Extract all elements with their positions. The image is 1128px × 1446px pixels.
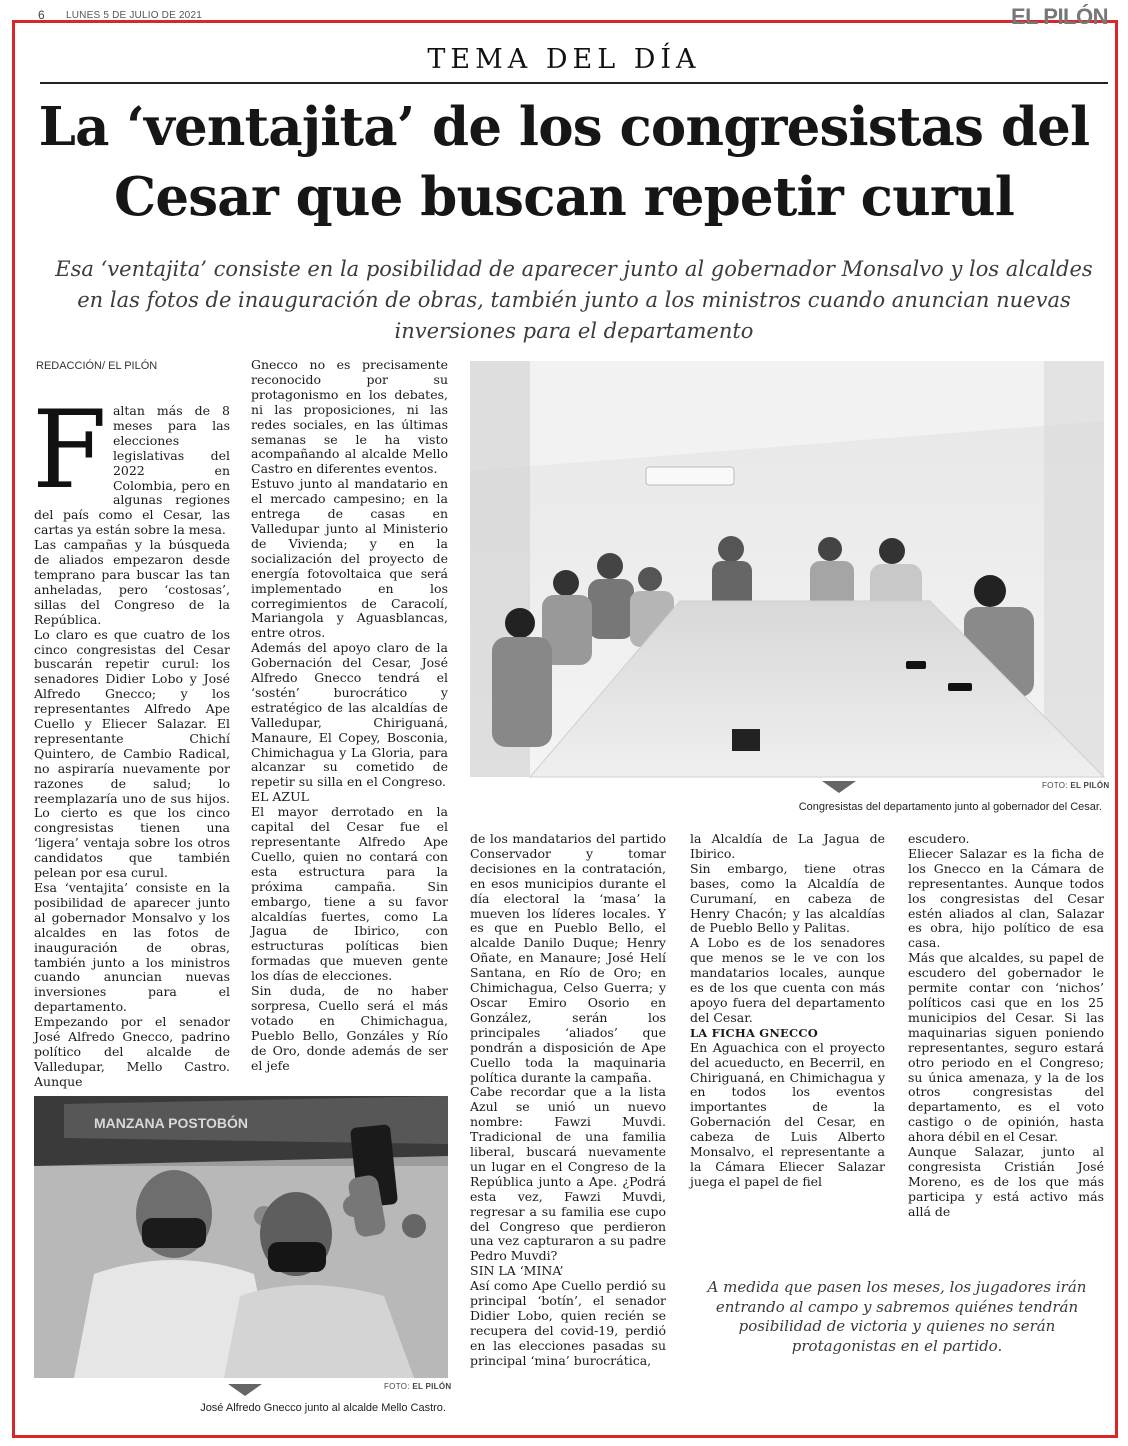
meeting-photo-image — [470, 361, 1104, 777]
paragraph: de los mandatarios del partido Conservador y tomar decisiones en la contratación, en esos municipios durante el día electoral la ‘masa’ la mueven los líderes locales. Y es que en Pueblo Bello, el alcalde Danilo Duque; Henry Oñate, en Manaure; José Helí Santana, en Río de Oro; en Chimichagua, Celso Guerra; y Oscar Emiro Osorio en González, serán los principales ‘aliados’ que pondrán a disposición de Ape Cuello toda la maquinaria política durante la campaña. — [470, 831, 666, 1085]
title-rule — [40, 82, 1108, 84]
paragraph: Aunque Salazar, junto al congresista Cristián José Moreno, es de los que más participa y está activo más allá de — [908, 1144, 1104, 1219]
masthead-logo: EL PILÓN — [1010, 4, 1108, 29]
photo-meeting — [470, 361, 1104, 777]
caption-arrow-icon — [822, 781, 856, 793]
article-column-2 — [251, 358, 448, 1072]
subhead-la-ficha-gnecco: LA FICHA GNECCO — [690, 1025, 818, 1040]
photo-credit-selfie — [384, 1382, 451, 1391]
paragraph: altan más de 8 meses para las elecciones legislativas del 2022 en Colombia, pero en algunas regiones del país como el Cesar, las cartas ya están sobre la mesa. — [34, 403, 230, 538]
photo-credit-label: FOTO: — [1042, 781, 1068, 790]
caption-selfie: José Alfredo Gnecco junto al alcalde Mello Castro. — [200, 1402, 446, 1414]
paragraph: El mayor derrotado en la capital del Cesar fue el representante Alfredo Ape Cuello, quien no contará con esta estructura para la próxima campaña. Sin embargo, tiene a su favor alcaldías fuertes, como La Jagua de Ibirico, con estructuras políticas bien formadas que mueven gente los días de elecciones. — [251, 804, 448, 984]
caption-arrow-icon — [228, 1384, 262, 1396]
paragraph: la Alcaldía de La Jagua de Ibirico. — [690, 831, 885, 861]
paragraph: escudero. — [908, 831, 970, 846]
paragraph: A Lobo es de los senadores que menos se le ve con los mandatarios locales, aunque es de los que cuenta con más apoyo fuera del departamento del Cesar. — [690, 935, 885, 1025]
photo-selfie — [34, 1096, 448, 1378]
paragraph: Así como Ape Cuello perdió su principal ‘botín’, el senador Didier Lobo, quien recién se recupera del covid-19, perdió en las elecciones pasadas su principal ‘mina’ burocrática, — [470, 1278, 666, 1368]
photo-credit-label: FOTO: — [384, 1382, 410, 1391]
paragraph: Empezando por el senador José Alfredo Gnecco, padrino político del alcalde de Valledupar, Mello Castro. Aunque — [34, 1014, 230, 1089]
headline: La ‘ventajita’ de los congresistas del Cesar que buscan repetir curul — [38, 96, 1090, 228]
paragraph: Gnecco no es precisamente reconocido por su protagonismo en los debates, ni las proposiciones, ni las redes sociales, en las últimas semanas se le ha visto acompañando al alcalde Mello Castro en diferentes eventos. — [251, 357, 448, 477]
paragraph: Más que alcaldes, su papel de escudero del gobernador le permite contar con ‘nichos’ políticos casi que en los 25 municipios del Cesar. Si las maquinarias siguen poniendo representantes, seguro estará otro periodo en el Congreso; su única amenaza, y la de los otros congresistas del departamento, es el voto castigo o de opinión, hasta ahora débil en el Cesar. — [908, 950, 1104, 1145]
paragraph: En Aguachica con el proyecto del acueducto, en Becerril, en Chiriguaná, en Chimichagua y en todos los eventos importantes de la Gobernación del Cesar, en cabeza de Luis Alberto Monsalvo, el representante a la Cámara Eliecer Salazar juega el papel de fiel — [690, 1039, 885, 1189]
section-title: TEMA DEL DÍA — [427, 44, 701, 75]
paragraph: Estuvo junto al mandatario en el mercado campesino; en la entrega de casas en Valledupar junto al Ministerio de Vivienda; y en la socialización del proyecto de energía fotovoltaica que será implementado en los corregimientos de Caracolí, Mariangola y Aguasblancas, entre otros. — [251, 476, 448, 641]
subhead-el-azul: EL AZUL — [251, 789, 309, 805]
paragraph: Las campañas y la búsqueda de aliados empezaron desde temprano para buscar las tan anheladas, pero ‘costosas’, sillas del Congreso de la República. — [34, 537, 230, 627]
paragraph: Además del apoyo claro de la Gobernación del Cesar, José Alfredo Gnecco tendrá el ‘sostén’ burocrático y estratégico de las alcaldías de Valledupar, Chiriguaná, Manaure, El Copey, Bosconia, Chimichagua y La Gloria, para alcanzar su cometido de repetir su silla en el Congreso. — [251, 640, 448, 790]
caption-meeting: Congresistas del departamento junto al gobernador del Cesar. — [798, 801, 1102, 813]
photo-credit-source: EL PILÓN — [412, 1382, 452, 1391]
drop-cap: F — [32, 388, 107, 513]
paragraph: Cabe recordar que a la lista Azul se unió un nuevo nombre: Fawzi Muvdi. Tradicional de una familia liberal, buscará nuevamente un lugar en el Congreso de la República junto a Ape. ¿Podrá esta vez, Fawzi Muvdi, regresar a su familia ese cupo del Congreso que perdieron una vez capturaron a su padre Pedro Muvdi? — [470, 1084, 666, 1264]
paragraph: Lo claro es que cuatro de los cinco congresistas del Cesar buscarán repetir curul: los senadores Didier Lobo y José Alfredo Gnecco; y los representantes Alfredo Ape Cuello y Eliecer Salazar. El representante Chichí Quintero, de Cambio Radical, no aspiraría nuevamente por razones de salud; lo reemplazaría uno de sus hijos. Lo cierto es que los cinco congresistas tienen una ‘ligera’ ventaja sobre los otros candidatos que también pelean por esa curul. — [34, 626, 230, 881]
photo-credit-source: EL PILÓN — [1070, 781, 1110, 790]
article-column-1 — [32, 388, 230, 1089]
deck: Esa ‘ventajita’ consiste en la posibilidad de aparecer junto al gobernador Monsalvo y los alcaldes en las fotos de inauguración de obras, también junto a los ministros cuando anuncian nuevas inversiones para el departamento — [55, 257, 1093, 343]
paragraph: Esa ‘ventajita’ consiste en la posibilidad de aparecer junto al gobernador Monsalvo y los alcaldes en las fotos de inauguración de obras, también junto a los ministros cuando anuncian nuevas inversiones para el departamento. — [34, 880, 230, 1015]
article-column-4 — [690, 832, 885, 1240]
page-number: 6 — [38, 8, 45, 22]
paragraph: Sin embargo, tiene otras bases, como la Alcaldía de Curumaní, en cabeza de Henry Chacón; y las alcaldías de Pueblo Bello y Palitas. — [690, 860, 885, 936]
byline: REDACCIÓN/ EL PILÓN — [36, 360, 158, 372]
photo-credit-meeting — [1042, 781, 1109, 790]
pull-quote: A medida que pasen los meses, los jugadores irán entrando al campo y sabremos quiénes tendrán posibilidad de victoria y quienes no serán protagonistas en el partido. — [707, 1278, 1087, 1355]
selfie-photo-image — [34, 1096, 448, 1378]
subhead-sin-la-mina: SIN LA ‘MINA’ — [470, 1263, 564, 1279]
article-column-5 — [908, 832, 1104, 1240]
page-header — [38, 4, 1108, 29]
issue-date: LUNES 5 DE JULIO DE 2021 — [66, 10, 202, 21]
article-column-3 — [470, 832, 666, 1444]
photo-sign-text: MANZANA POSTOBÓN — [94, 1115, 248, 1131]
paragraph: Eliecer Salazar es la ficha de los Gnecco en la Cámara de representantes. Aunque todos los congresistas del Cesar estén aliados al clan, Salazar es obra, hijo político de esa casa. — [908, 845, 1104, 951]
paragraph: Sin duda, de no haber sorpresa, Cuello será el más votado en Chimichagua, Pueblo Bello, Gonzáles y Río de Oro, donde además de ser el jefe — [251, 983, 448, 1073]
